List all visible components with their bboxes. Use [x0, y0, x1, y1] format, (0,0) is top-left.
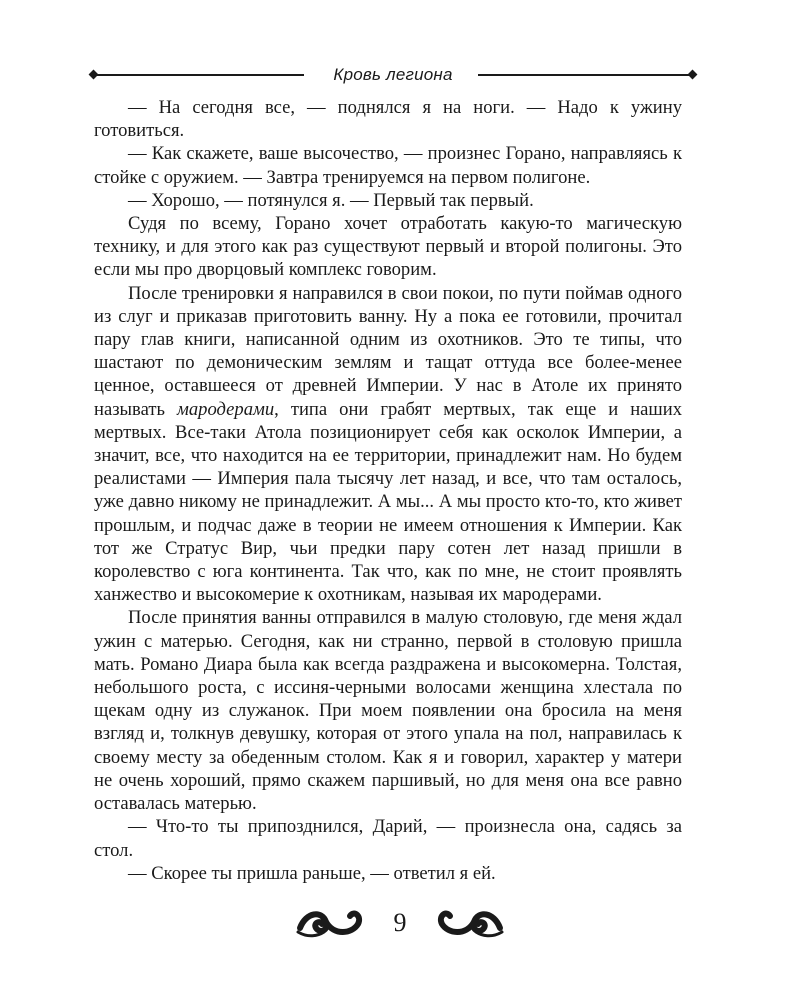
paragraph: — Скорее ты пришла раньше, — ответил я ей.	[128, 862, 496, 884]
footer-flourish-left-icon	[296, 902, 368, 942]
running-header	[90, 64, 696, 86]
paragraph: — На сегодня все, — поднялся я на ноги. — Надо к ужину готовиться.	[94, 97, 682, 142]
paragraph: После принятия ванны отправился в малую столовую, где меня ждал ужин с матерью. Сегодня, как ни странно, первой в столовую пришла мать. Романо Диара была как всегда раздражена и высокомерна. Толстая, небольшого роста, с иссиня-черными волосами женщина хлестала по щекам одну из служанок. При моем появлении она бросила на меня взгляд и, толкнув девушку, которая от этого упала на пол, направилась к своему месту за обеденным столом. Как я и говорил, характер у матери не очень хороший, прямо скажем паршивый, но для меня она все равно оставалась матерью.	[94, 607, 682, 815]
page-footer	[0, 900, 800, 948]
body-text	[94, 96, 682, 885]
paragraph: — Как скажете, ваше высочество, — произнес Горано, направляясь к стойке с оружием. — Завтра тренируемся на первом полигоне.	[94, 143, 682, 188]
footer-flourish-right-icon	[432, 902, 504, 942]
paragraph: — Что-то ты припозднился, Дарий, — произнесла она, садясь за стол.	[94, 816, 682, 861]
page-number: 9	[393, 908, 407, 937]
paragraph: — Хорошо, — потянулся я. — Первый так первый.	[128, 189, 534, 211]
header-rule-right	[478, 74, 692, 76]
paragraph: После тренировки я направился в свои покои, по пути поймав одного из слуг и приказав приготовить ванну. Ну а пока ее готовили, прочитал пару глав книги, написанной одним из охотников. Это те типы, что шастают по демоническим землям и тащат оттуда все более-менее ценное, оставшееся от древней Империи. У нас в Атоле их принято называть мародерами, типа они грабят мертвых, так еще и наших мертвых. Все-таки Атола позиционирует себя как осколок Империи, а значит, все, что находится на ее территории, принадлежит нам. Но будем реалистами — Империя пала тысячу лет назад, и все, что там осталось, уже давно никому не принадлежит. А мы... А мы просто кто-то, кто живет прошлым, и подчас даже в теории не имеем отношения к Империи. Как тот же Стратус Вир, чьи предки пару сотен лет назад пришли в королевство с юга континента. Так что, как по мне, не стоит проявлять ханжество и высокомерие к охотникам, называя их мародерами.	[94, 282, 682, 606]
paragraph: Судя по всему, Горано хочет отработать какую-то магическую технику, и для этого как раз существуют первый и второй полигоны. Это если мы про дворцовый комплекс говорим.	[94, 213, 682, 281]
running-title: Кровь легиона	[333, 65, 453, 84]
emphasis: мародерами	[177, 398, 275, 420]
